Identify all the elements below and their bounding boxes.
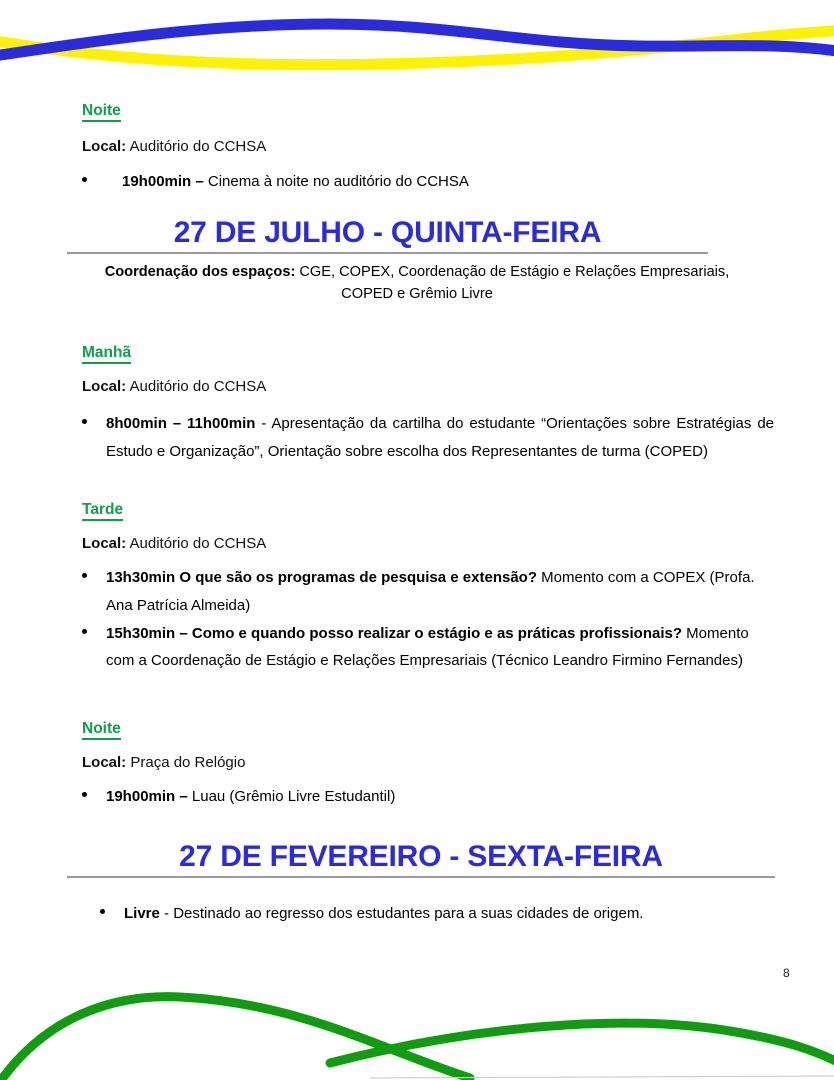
page-number: 8 [783,966,790,980]
top-wave-decoration [0,18,834,88]
section-tarde [82,500,782,675]
local-line-noite [82,752,782,774]
list-item-bold: 13h30min O que são os programas de pesquisa e extensão? [106,569,537,587]
period-heading-tarde: Tarde [82,500,782,521]
period-heading-noite: Noite [82,719,782,740]
bullet-dot-icon [82,573,87,578]
local-label: Local: [82,535,127,553]
list-item-text [106,620,774,676]
list-item-rest: Luau (Grêmio Livre Estudantil) [187,788,396,806]
bullet-list-tarde [82,564,782,675]
list-item-text [106,783,782,811]
list-item-text [106,410,774,466]
section-manha [82,343,782,466]
local-value: Praça do Relógio [126,754,246,772]
list-item-text [106,564,774,620]
local-line-tarde [82,533,782,555]
bullet-dot-icon [82,419,87,424]
list-item [100,900,780,928]
coordination-value: CGE, COPEX, Coordenação de Estágio e Relações Empresariais, COPED e Grêmio Livre [295,264,730,302]
day-title-rule-february [67,876,775,878]
list-item-rest: - Destinado ao regresso dos estudantes para a suas cidades de origem. [159,905,644,922]
list-item [82,168,782,196]
coordination-label: Coordenação dos espaços: [104,264,296,280]
local-value: Auditório do CCHSA [126,535,267,553]
list-item-bold: 19h00min – [122,173,204,191]
list-item-rest: Cinema à noite no auditório do CCHSA [203,173,469,191]
list-item [82,620,774,676]
list-item-bold: 19h00min – [106,788,188,806]
list-item-rest: - Apresentação da cartilha do estudante “Orientações sobre Estratégias de Estudo e Organização”, Orientação sobre escolha dos Representantes de turma (COPED) [106,415,774,460]
list-item [82,564,774,620]
bullet-dot-icon [82,792,87,797]
list-item [82,783,782,811]
day-title-february: 27 DE FEVEREIRO - SEXTA-FEIRA [179,840,663,873]
list-item [82,410,774,466]
local-label: Local: [82,378,127,396]
period-heading-manha: Manhã [82,343,782,364]
list-item-text [122,168,782,196]
bullet-list-noite-top [82,168,782,196]
bottom-wave-decoration [0,975,834,1080]
local-value: Auditório do CCHSA [126,378,267,396]
section-noite [82,719,782,811]
bullet-dot-icon [82,629,87,634]
list-item-rest: Momento com a Coordenação de Estágio e Relações Empresariais (Técnico Leandro Firmino Fernandes) [106,624,749,670]
list-item-rest: Momento com a COPEX (Profa. Ana Patrícia Almeida) [106,569,755,614]
wave-green-path-1 [2,997,470,1079]
bullet-list-noite [82,783,782,811]
list-item-bold: 8h00min – 11h00min [106,415,256,433]
section-noite-continuation [82,101,782,196]
list-item-bold: 15h30min – Como e quando posso realizar o estágio e as práticas profissionais? [106,624,683,642]
bullet-dot-icon [100,909,105,914]
wave-blue-path [0,24,834,56]
wave-green-baseline [370,1076,834,1078]
local-label: Local: [82,138,127,156]
wave-yellow-path [0,30,834,65]
period-heading-noite-top: Noite [82,101,782,122]
bullet-list-manha [82,410,782,466]
local-line-noite-top [82,136,782,158]
local-line-manha [82,376,782,398]
coordination-line [82,262,752,306]
bullet-list-february [100,900,780,928]
list-item-bold: Livre [124,905,160,922]
day-title-rule-july [67,252,708,254]
list-item-text [124,900,780,928]
wave-green-path-2 [330,1023,834,1063]
local-value: Auditório do CCHSA [126,138,267,156]
bullet-dot-icon [82,177,87,182]
local-label: Local: [82,754,127,772]
day-title-july: 27 DE JULHO - QUINTA-FEIRA [173,216,602,249]
